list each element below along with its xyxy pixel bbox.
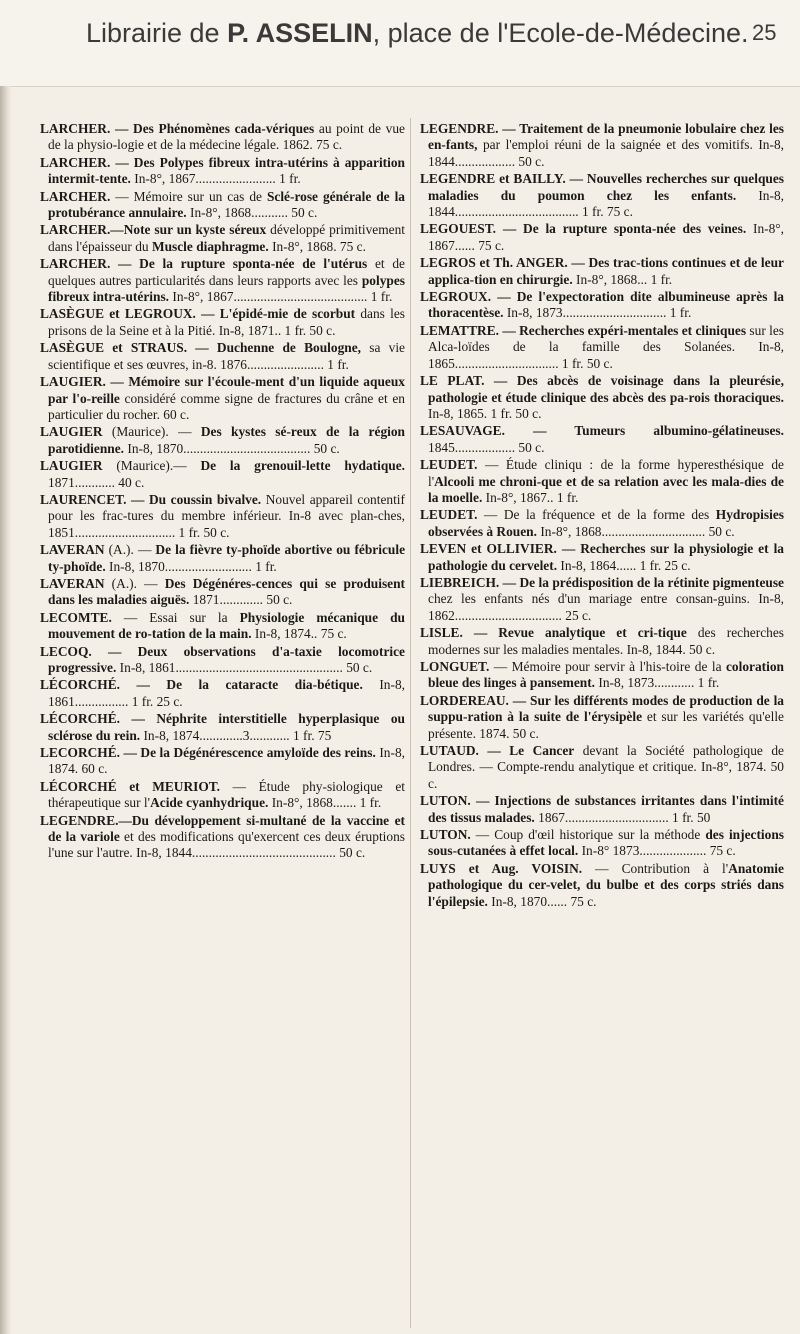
catalog-entry	[40, 813, 405, 862]
entry-text: sur les Alca-loïdes de la famille des Solanées. In-8, 1865............................... 1 fr. 50 c.	[428, 322, 785, 371]
entry-text: Nouvel appareil contentif pour les frac-tures du membre inférieur. In-8 avec plan-ches, 1851.............................. 1 fr. 50 c.	[48, 491, 405, 540]
entry-heading: LAUGIER	[40, 424, 103, 440]
entry-text: In-8, 1864...... 1 fr. 25 c.	[557, 557, 691, 573]
catalog-entry	[40, 340, 405, 373]
entry-heading: LEGROUX. — De l'expectoration dite albumineuse après la thoracentèse.	[420, 289, 784, 321]
entry-heading: LAUGIER. — Mémoire sur l'écoule-ment d'un liquide aqueux par l'o-reille	[40, 374, 405, 406]
catalog-entry	[40, 256, 405, 305]
entry-heading: LEGENDRE et BAILLY. — Nouvelles recherches sur quelques maladies du poumon chez les enfants.	[420, 171, 784, 203]
catalog-entry	[420, 255, 784, 288]
entry-heading: LISLE. — Revue analytique et cri-tique	[420, 625, 687, 641]
catalog-entry	[40, 677, 405, 710]
entry-heading: LIEBREICH. — De la prédisposition de la rétinite pigmenteuse	[420, 574, 784, 590]
entry-text: In-8°, 1868............................... 50 c.	[536, 523, 735, 539]
entry-heading: LE PLAT. — Des abcès de voisinage dans la pleurésie, pathologie et étude clinique des abcès des pa-rois thoraciques.	[420, 373, 784, 405]
catalog-entry	[40, 610, 405, 643]
title-prefix: Librairie de	[86, 18, 228, 48]
entry-heading: Hydropisies observées à Rouen.	[428, 507, 784, 539]
entry-text: et des modifications qu'exercent ces deux éruptions l'une sur l'autre. In-8, 1844........................................... 50 c.	[48, 829, 405, 861]
entry-heading: LEUDET.	[420, 457, 478, 473]
entry-text: chez les enfants nés d'un mariage entre consan-guins. In-8, 1862................................ 25 c.	[428, 591, 784, 623]
catalog-entry	[40, 424, 405, 457]
entry-heading: LUYS et Aug. VOISIN.	[420, 860, 583, 876]
entry-text: (Maurice).—	[102, 458, 201, 474]
entry-heading: LAVERAN	[40, 575, 105, 591]
entry-heading: LARCHER. — Des Polypes fibreux intra-utérins à apparition intermit-tente.	[40, 154, 405, 187]
entry-heading: LASÈGUE et STRAUS. — Duchenne de Boulogne,	[40, 340, 361, 356]
entry-text: In-8°, 1868... 1 fr.	[572, 271, 673, 287]
entry-heading: Anatomie pathologique du cer-velet, du bulbe et des corps striés dans l'épilepsie.	[428, 860, 784, 909]
running-title	[86, 18, 749, 49]
entry-heading: LAVERAN	[40, 542, 105, 558]
catalog-entry	[40, 542, 405, 575]
entry-text: — Étude phy-siologique et thérapeutique sur l'	[48, 778, 405, 811]
entry-text: In-8°, 1868........... 50 c.	[186, 205, 318, 221]
entry-heading: De la grenouil-lette hydatique.	[200, 458, 406, 474]
entry-text: In-8, 1870...................................... 50 c.	[124, 440, 340, 456]
entry-heading: LAUGIER	[40, 458, 103, 474]
entry-heading: Des kystes sé-reux de la région parotidienne.	[48, 424, 406, 456]
entry-heading: LEMATTRE. — Recherches expéri-mentales et cliniques	[420, 322, 747, 338]
catalog-entry	[40, 458, 405, 491]
catalog-entry	[40, 711, 405, 744]
entry-text: In-8°, 1868. 75 c.	[268, 238, 366, 254]
entry-text: sa vie scientifique et ses œuvres, in-8. 1876....................... 1 fr.	[48, 340, 405, 372]
catalog-entry	[40, 222, 405, 255]
publisher-name: P. ASSELIN	[227, 18, 373, 48]
entry-heading: LÉCORCHÉ. — Néphrite interstitielle hyperplasique ou sclérose du rein.	[40, 711, 405, 743]
catalog-entry	[420, 861, 784, 910]
catalog-entry	[40, 155, 405, 188]
catalog-entry	[40, 644, 405, 677]
catalog-entry	[40, 121, 405, 154]
entry-heading: LASÈGUE et LEGROUX. — L'épidé-mie de scorbut	[40, 306, 356, 322]
entry-heading: LARCHER.	[40, 188, 111, 204]
catalog-entry	[420, 827, 784, 860]
entry-heading: LÉCORCHÉ. — De la cataracte dia-bétique.	[40, 677, 363, 693]
catalog-entry	[40, 306, 405, 339]
entry-text: 1871............. 50 c.	[189, 592, 293, 608]
entry-text: par l'emploi réuni de la saignée et des vomitifs. In-8, 1844.................. 50 c.	[428, 137, 784, 169]
entry-text: In-8, 1873............ 1 fr.	[595, 675, 720, 691]
entry-text: — Mémoire sur un cas de	[110, 188, 267, 204]
entry-text: In-8°, 1867...... 75 c.	[428, 221, 784, 253]
entry-text: In-8°, 1868....... 1 fr.	[268, 795, 382, 811]
catalog-entry	[40, 745, 405, 778]
catalog-entry	[420, 373, 784, 422]
catalog-entry	[420, 625, 784, 658]
catalog-entry	[420, 171, 784, 220]
entry-text: — Coup d'œil historique sur la méthode	[470, 827, 706, 843]
column-divider	[410, 118, 411, 1328]
entry-heading: LECORCHÉ. — De la Dégénérescence amyloïde des reins.	[40, 745, 376, 761]
catalog-entry	[420, 323, 784, 372]
entry-text: In-8, 1870.......................... 1 fr.	[105, 558, 277, 574]
catalog-entry	[40, 576, 405, 609]
entry-text: In-8°, 1867........................................ 1 fr.	[169, 289, 393, 305]
entry-text: In-8, 1874.............3............ 1 fr. 75	[140, 727, 332, 743]
entry-text: des recherches modernes sur les maladies mentales. In-8, 1844. 50 c.	[428, 625, 784, 657]
entry-heading: LEGROS et Th. ANGER. — Des trac-tions continues et de leur applica-tion en chirurgie.	[420, 255, 784, 287]
entry-text: In-8, 1870...... 75 c.	[487, 893, 597, 909]
entry-text: (A.). —	[104, 542, 156, 558]
entry-heading: LAURENCET. — Du coussin bivalve.	[40, 491, 262, 507]
entry-heading: LEGOUEST. — De la rupture sponta-née des veines.	[420, 221, 747, 237]
entry-text: (A.). —	[104, 575, 165, 591]
entry-text: 1845.................. 50 c.	[428, 439, 545, 455]
entry-text: dans les prisons de la Seine et à la Pitié. In-8, 1871.. 1 fr. 50 c.	[48, 306, 405, 338]
entry-text: In-8, 1861................ 1 fr. 25 c.	[48, 677, 405, 709]
entry-text: In-8, 1874. 60 c.	[48, 745, 405, 777]
entry-heading: Sclé-rose générale de la protubérance annulaire.	[48, 188, 405, 221]
entry-heading: LECOMTE.	[40, 609, 112, 625]
entry-heading: LESAUVAGE. — Tumeurs albumino-gélatineuses.	[420, 423, 784, 439]
entry-text: considéré comme signe de fractures du crâne et en particulier du rocher. 60 c.	[48, 390, 405, 422]
entry-text: 1867............................... 1 fr. 50	[534, 809, 711, 825]
entry-heading: LEGENDRE.—Du développement si-multané de la vaccine et de la variole	[40, 812, 405, 845]
entry-text: — Mémoire pour servir à l'his-toire de la	[489, 659, 726, 674]
entry-text: et sur les variétés qu'elle présente. 1874. 50 c.	[428, 709, 784, 741]
catalog-entry	[40, 492, 405, 541]
entry-text: In-8°, 1867.. 1 fr.	[482, 489, 579, 505]
entry-text: devant la Société pathologique de Londres. — Compte-rendu analytique et critique. In-8°, 1874. 50 c.	[428, 743, 785, 791]
page-number: 25	[752, 20, 777, 45]
entry-heading: Des Dégénéres-cences qui se produisent dans les maladies aiguës.	[48, 575, 406, 608]
catalog-entry	[420, 507, 784, 540]
entry-text: au point de vue de la physio-logie et de la médecine légale. 1862. 75 c.	[48, 121, 406, 153]
entry-heading: LONGUET.	[420, 659, 490, 674]
entry-text: In-8, 1873............................... 1 fr.	[503, 305, 692, 321]
entry-text: In-8, 1844..................................... 1 fr. 75 c.	[428, 187, 784, 220]
entry-text: In-8° 1873.................... 75 c.	[578, 843, 736, 859]
entry-heading: coloration bleue des linges à pansement.	[428, 659, 784, 691]
catalog-entry	[40, 374, 405, 423]
entry-text: (Maurice). —	[102, 424, 201, 440]
catalog-entry	[420, 541, 784, 574]
entry-heading: LECOQ. — Deux observations d'a-taxie locomotrice progressive.	[40, 643, 405, 675]
entry-heading: LUTAUD. — Le Cancer	[420, 743, 575, 759]
entry-text: In-8, 1865. 1 fr. 50 c.	[428, 405, 542, 421]
entry-text: In-8, 1861.................................................. 50 c.	[116, 660, 373, 675]
entry-heading: Muscle diaphragme.	[151, 238, 269, 254]
entry-text: In-8°, 1867........................ 1 fr.	[130, 171, 301, 187]
entry-heading: LARCHER. — Des Phénomènes cada-vériques	[40, 121, 315, 136]
entry-heading: polypes fibreux intra-utérins.	[48, 272, 405, 305]
entry-text: développé primitivement dans l'épaisseur du	[48, 222, 406, 254]
catalog-entry	[420, 221, 784, 254]
title-suffix: , place de l'Ecole-de-Médecine.	[372, 18, 749, 48]
entry-heading: LARCHER. — De la rupture sponta-née de l'utérus	[40, 256, 368, 272]
left-column	[40, 121, 405, 863]
entry-text: 1871............ 40 c.	[48, 474, 145, 490]
entry-heading: LEUDET.	[420, 507, 478, 523]
entry-heading: Physiologie mécanique du mouvement de ro-tation de la main.	[48, 609, 405, 642]
entry-heading: LEGENDRE. — Traitement de la pneumonie lobulaire chez les en-fants,	[420, 121, 784, 153]
catalog-entry	[420, 423, 784, 456]
catalog-entry	[420, 121, 784, 170]
catalog-entry	[420, 575, 784, 624]
entry-heading: LEVEN et OLLIVIER. — Recherches sur la physiologie et la pathologie du cervelet.	[420, 541, 784, 573]
entry-text: In-8, 1874.. 75 c.	[251, 626, 347, 642]
entry-heading: De la fièvre ty-phoïde abortive ou fébricule ty-phoïde.	[48, 542, 406, 574]
entry-text: — Contribution à l'	[582, 860, 729, 876]
entry-heading: LARCHER.—Note sur un kyste séreux	[40, 222, 267, 238]
entry-text: — Étude cliniqu : de la forme hyperesthésique de l'	[428, 457, 784, 489]
catalog-entry	[40, 189, 405, 222]
catalog-entry	[420, 693, 784, 742]
entry-heading: LORDEREAU. — Sur les différents modes de production de la suppu-ration à la suite de l'érysipèle	[420, 692, 784, 725]
entry-heading: LÉCORCHÉ et MEURIOT.	[40, 778, 221, 794]
catalog-entry	[420, 289, 784, 322]
catalog-entry	[40, 779, 405, 812]
entry-text: — De la fréquence et de la forme des	[477, 507, 716, 523]
entry-heading: LUTON.	[420, 827, 471, 843]
entry-heading: LUTON. — Injections de substances irritantes dans l'intimité des tissus malades.	[420, 793, 784, 825]
page-binding-shadow	[0, 86, 12, 1334]
entry-heading: des injections sous-cutanées à effet local.	[428, 827, 784, 859]
right-column	[420, 121, 784, 911]
catalog-entry	[420, 743, 784, 792]
entry-text: — Essai sur la	[111, 609, 240, 625]
catalog-entry	[420, 793, 784, 826]
catalog-entry	[420, 659, 784, 692]
entry-text: et de quelques autres particularités dans leurs rapports avec les	[48, 256, 405, 288]
entry-heading: Acide cyanhydrique.	[150, 795, 269, 811]
page-header	[0, 0, 800, 87]
entry-heading: Alcooli me chroni-que et de sa relation avec les mala-dies de la moelle.	[428, 473, 784, 505]
catalog-entry	[420, 457, 784, 506]
